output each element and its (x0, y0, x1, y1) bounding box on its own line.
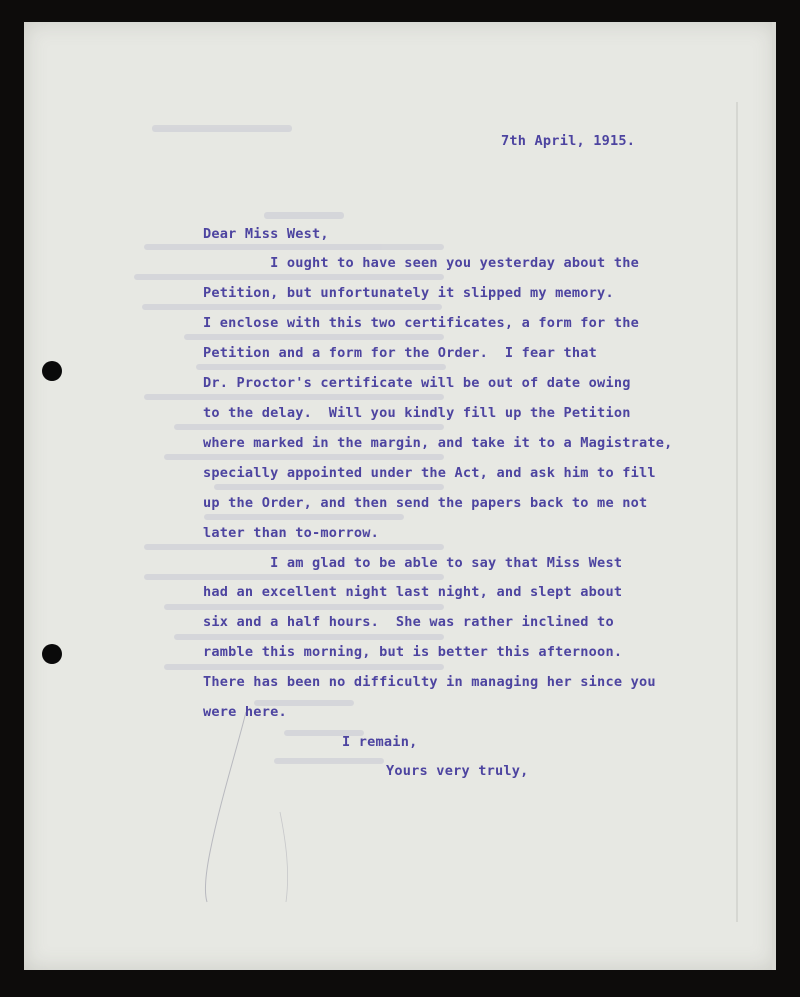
body-line: to the delay. Will you kindly fill up the Petition (203, 405, 631, 421)
letter-date: 7th April, 1915. (501, 133, 636, 149)
letter-salutation: Dear Miss West, (203, 226, 329, 242)
body-line: I enclose with this two certificates, a form for the (203, 315, 639, 331)
body-line: I am glad to be able to say that Miss West (203, 555, 623, 571)
body-line: later than to-morrow. (203, 525, 380, 541)
letter-text (24, 22, 673, 779)
body-line: ramble this morning, but is better this afternoon. (203, 644, 623, 660)
body-line: six and a half hours. She was rather inclined to (203, 614, 614, 630)
closing-remain: I remain, (342, 734, 418, 750)
body-line: where marked in the margin, and take it to a Magistrate, (203, 435, 673, 451)
body-line: Petition, but unfortunately it slipped my memory. (203, 285, 614, 301)
body-line: Petition and a form for the Order. I fear that (203, 345, 598, 361)
body-line: Dr. Proctor's certificate will be out of date owing (203, 375, 631, 391)
body-line: specially appointed under the Act, and ask him to fill (203, 465, 656, 481)
letter-page (24, 22, 776, 970)
body-line: up the Order, and then send the papers back to me not (203, 495, 648, 511)
closing-signoff: Yours very truly, (386, 763, 529, 779)
body-line: were here. (203, 704, 287, 720)
body-line: had an excellent night last night, and slept about (203, 584, 623, 600)
punch-hole-upper (42, 361, 62, 381)
punch-hole-lower (42, 644, 62, 664)
body-line: There has been no difficulty in managing her since you (203, 674, 656, 690)
body-line: I ought to have seen you yesterday about the (203, 255, 639, 271)
